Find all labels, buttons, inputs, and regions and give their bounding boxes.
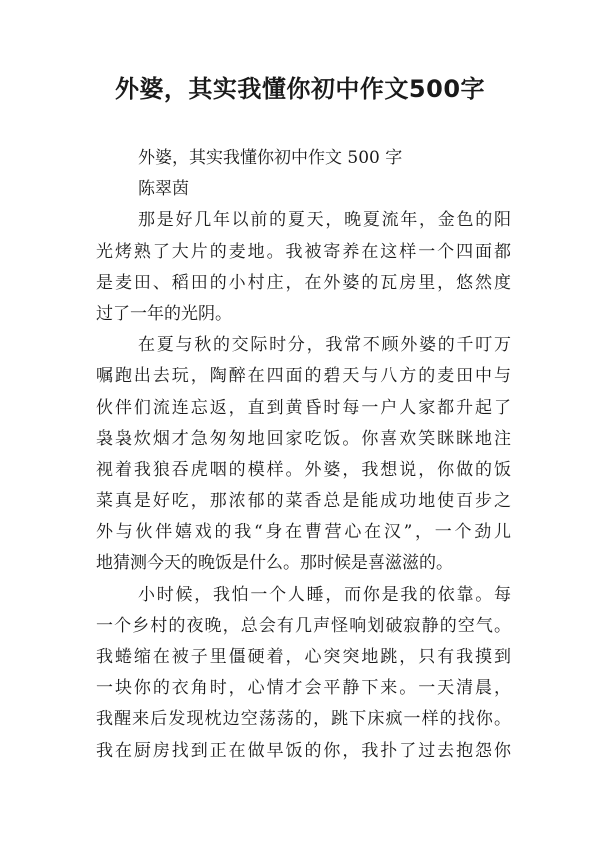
paragraph-line: 我在厨房找到正在做早饭的你，我扑了过去抱怨你 [96, 740, 511, 761]
paragraph-line: 那是好几年以前的夏天，晚夏流年，金色的阳 [138, 210, 511, 231]
paragraph-line: 在夏与秋的交际时分，我常不顾外婆的千叮万 [138, 335, 511, 356]
paragraph-line: 伙伴们流连忘返，直到黄昏时每一户人家都升起了 [96, 397, 511, 418]
document-author: 陈翠茵 [138, 179, 189, 200]
paragraph-line: 小时候，我怕一个人睡，而你是我的依靠。每 [138, 584, 511, 605]
paragraph-line: 我醒来后发现枕边空荡荡的，跳下床疯一样的找你。 [96, 709, 511, 730]
document-title: 外婆，其实我懂你初中作文500字 [114, 75, 486, 103]
paragraph-line: 我蜷缩在被子里僵硬着，心突突地跳，只有我摸到 [96, 647, 511, 667]
paragraph-line: 一块你的衣角时，心情才会平静下来。一天清晨， [96, 678, 511, 699]
document-body [96, 143, 511, 767]
paragraph-line: 地猜测今天的晚饭是什么。那时候是喜滋滋的。 [96, 553, 453, 574]
paragraph-line: 光烤熟了大片的麦地。我被寄养在这样一个四面都 [96, 241, 511, 262]
paragraph-line: 一个乡村的夜晚，总会有几声怪响划破寂静的空气。 [96, 615, 511, 636]
paragraph-line: 嘱跑出去玩，陶醉在四面的碧天与八方的麦田中与 [96, 366, 511, 387]
document-subtitle: 外婆，其实我懂你初中作文 500 字 [138, 148, 403, 168]
paragraph-line: 过了一年的光阴。 [96, 303, 232, 324]
paragraph-line: 外与伙伴嬉戏的我“身在曹营心在汉”，一个劲儿 [96, 522, 511, 543]
paragraph-line: 是麦田、稻田的小村庄，在外婆的瓦房里，悠然度 [96, 272, 511, 293]
paragraph-line: 视着我狼吞虎咽的模样。外婆，我想说，你做的饭 [96, 459, 511, 480]
paragraph-line: 袅袅炊烟才急匆匆地回家吃饭。你喜欢笑眯眯地注 [96, 428, 511, 449]
paragraph-line: 菜真是好吃，那浓郁的菜香总是能成功地使百步之 [96, 491, 511, 512]
